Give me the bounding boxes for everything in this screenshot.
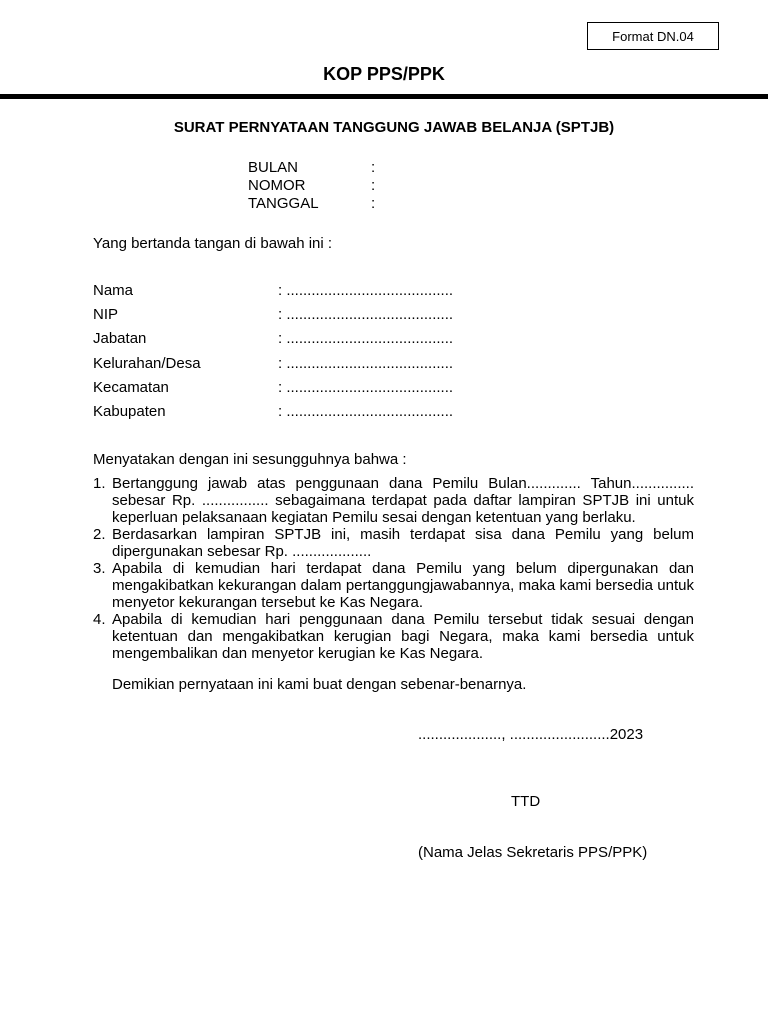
letterhead-divider [0, 94, 768, 99]
format-code-label: Format DN.04 [612, 28, 694, 44]
list-number: 3. [93, 560, 106, 577]
field-value: : ........................................ [278, 330, 454, 348]
declaration-text: Menyatakan dengan ini sesungguhnya bahwa : [93, 451, 407, 468]
list-number: 4. [93, 611, 106, 628]
statement-list [93, 475, 694, 662]
letter-meta [248, 159, 375, 213]
list-item [93, 526, 694, 560]
meta-label: BULAN [248, 159, 299, 176]
field-value: : ........................................ [278, 306, 454, 324]
list-text: Berdasarkan lampiran SPTJB ini, masih terdapat sisa dana Pemilu yang belum dipergunakan sebesar Rp. ................... [112, 526, 694, 560]
list-item [93, 560, 694, 611]
list-text: Apabila di kemudian hari terdapat dana Pemilu yang belum dipergunakan dan mengakibatkan kekurangan dalam pertanggungjawabannya, maka kami bersedia untuk menyetor kekurangan tersebut ke Kas Negara. [112, 560, 694, 611]
field-label: Jabatan [93, 330, 147, 348]
meta-label: NOMOR [248, 177, 306, 194]
list-text: Apabila di kemudian hari penggunaan dana Pemilu tersebut tidak sesuai dengan ketentuan dan mengakibatkan kerugian bagi Negara, maka kami bersedia untuk mengembalikan dan menyetor kerugian ke Kas Negara. [112, 611, 694, 662]
list-number: 2. [93, 526, 106, 543]
list-item [93, 611, 694, 662]
field-row-nama [93, 282, 453, 306]
meta-separator: : [371, 195, 376, 212]
meta-row-tanggal [248, 195, 375, 213]
list-text: Bertanggung jawab atas penggunaan dana Pemilu Bulan............. Tahun............... sebesar Rp. ................ sebagaimana terdapat pada daftar lampiran SPTJB ini untuk keperluan pelaksanaan kegiatan Pemilu sesai dengan ketentuan yang berlaku. [112, 475, 694, 526]
meta-separator: : [371, 177, 376, 194]
field-value: : ........................................ [278, 282, 454, 299]
field-label: Kabupaten [93, 402, 166, 420]
field-row-nip [93, 306, 453, 330]
document-title: SURAT PERNYATAAN TANGGUNG JAWAB BELANJA (SPTJB) [173, 119, 615, 136]
intro-text: Yang bertanda tangan di bawah ini : [93, 235, 333, 252]
signer-name: (Nama Jelas Sekretaris PPS/PPK) [418, 844, 648, 861]
field-label: Nama [93, 282, 134, 299]
signature-place-date: ...................., ........................2023 [418, 726, 644, 743]
field-value: : ........................................ [278, 402, 454, 420]
format-code-box [587, 22, 719, 50]
meta-label: TANGGAL [248, 195, 319, 212]
field-row-kecamatan [93, 379, 453, 403]
list-number: 1. [93, 475, 106, 492]
field-label: Kecamatan [93, 378, 169, 396]
signature-ttd: TTD [511, 793, 541, 810]
letterhead-title: KOP PPS/PPK [323, 64, 445, 84]
meta-row-nomor [248, 177, 375, 195]
identity-fields [93, 282, 453, 427]
field-value: : ........................................ [278, 378, 454, 396]
field-label: Kelurahan/Desa [93, 354, 201, 372]
field-label: NIP [93, 306, 119, 324]
closing-text: Demikian pernyataan ini kami buat dengan sebenar-benarnya. [112, 676, 527, 693]
field-row-kelurahan [93, 355, 453, 379]
meta-row-bulan [248, 159, 375, 177]
field-row-jabatan [93, 330, 453, 354]
meta-separator: : [371, 159, 376, 176]
field-row-kabupaten [93, 403, 453, 427]
list-item [93, 475, 694, 526]
field-value: : ........................................ [278, 354, 454, 372]
